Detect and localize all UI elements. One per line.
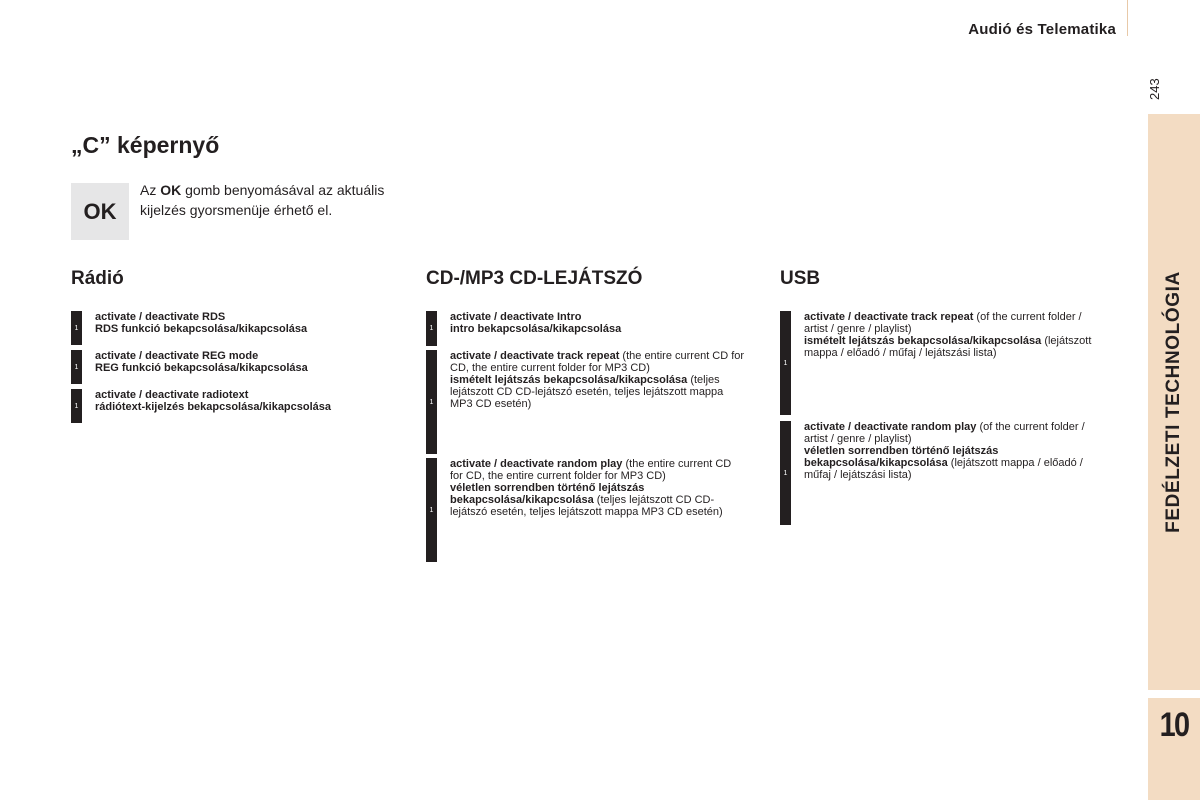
menu-item-hu: intro bekapcsolása/kikapcsolása bbox=[450, 323, 622, 335]
menu-item-number: 1 bbox=[426, 311, 437, 346]
menu-item-hu-detail: (teljes lejátszott CD CD-lejátszó esetén, teljes lejátszott mappa MP3 CD esetén) bbox=[450, 374, 724, 410]
menu-item-number: 1 bbox=[71, 389, 82, 423]
chapter-label-wrap bbox=[1148, 114, 1200, 690]
menu-item-hu: ismételt lejátszás bekapcsolása/kikapcsolása bbox=[450, 374, 688, 386]
menu-item-hu: rádiótext-kijelzés bekapcsolása/kikapcsolása bbox=[95, 401, 332, 413]
cd-title: CD-/MP3 CD-LEJÁTSZÓ bbox=[426, 268, 643, 289]
menu-item-hu: ismételt lejátszás bekapcsolása/kikapcsolása bbox=[804, 335, 1042, 347]
menu-item[interactable] bbox=[426, 458, 746, 562]
menu-item-en-detail: (the entire current CD for CD, the entire current folder for MP3 CD) bbox=[450, 458, 732, 482]
menu-item-en-detail: (of the current folder / artist / genre / playlist) bbox=[804, 421, 1085, 445]
menu-item-en-detail: (of the current folder / artist / genre / playlist) bbox=[804, 311, 1082, 335]
menu-item-en: activate / deactivate random play bbox=[450, 458, 623, 470]
menu-item-number: 1 bbox=[780, 421, 791, 525]
menu-item[interactable] bbox=[71, 350, 391, 384]
menu-item-en: activate / deactivate radiotext bbox=[95, 389, 249, 401]
menu-item-en: activate / deactivate REG mode bbox=[95, 350, 259, 362]
radio-title: Rádió bbox=[71, 268, 124, 289]
menu-item-hu: REG funkció bekapcsolása/kikapcsolása bbox=[95, 362, 308, 374]
header-divider bbox=[1127, 0, 1128, 36]
menu-item-hu-detail: (lejátszott mappa / előadó / műfaj / lejátszási lista) bbox=[804, 335, 1092, 359]
menu-item-en-detail: (the entire current CD for CD, the entire current folder for MP3 CD) bbox=[450, 350, 745, 374]
ok-description bbox=[140, 180, 400, 220]
menu-item-en: activate / deactivate track repeat bbox=[804, 311, 974, 323]
ok-button-icon: OK bbox=[71, 183, 129, 240]
menu-item[interactable] bbox=[71, 389, 391, 423]
menu-item[interactable] bbox=[780, 311, 1100, 415]
menu-item-hu: RDS funkció bekapcsolása/kikapcsolása bbox=[95, 323, 308, 335]
menu-item-number: 1 bbox=[71, 350, 82, 384]
chapter-label: FEDÉLZETI TECHNOLÓGIA bbox=[1163, 271, 1184, 533]
menu-item[interactable] bbox=[71, 311, 391, 345]
menu-item-hu: véletlen sorrendben történő lejátszás bekapcsolása/kikapcsolása bbox=[450, 482, 645, 506]
menu-item-en: activate / deactivate random play bbox=[804, 421, 977, 433]
cd-menu bbox=[426, 311, 746, 562]
menu-item-hu-detail: (teljes lejátszott CD CD-lejátszó esetén, teljes lejátszott mappa MP3 CD esetén) bbox=[450, 494, 723, 518]
menu-item-number: 1 bbox=[426, 350, 437, 454]
ok-text-pre: Az bbox=[140, 182, 161, 198]
usb-menu bbox=[780, 311, 1100, 525]
menu-item-number: 1 bbox=[780, 311, 791, 415]
menu-item[interactable] bbox=[426, 311, 746, 346]
radio-menu bbox=[71, 311, 391, 423]
menu-item-hu-detail: (lejátszott mappa / előadó / műfaj / lejátszási lista) bbox=[804, 457, 1083, 481]
usb-title: USB bbox=[780, 268, 821, 289]
ok-text-bold: OK bbox=[160, 182, 182, 198]
menu-item[interactable] bbox=[426, 350, 746, 454]
header-title: Audió és Telematika bbox=[968, 21, 1116, 38]
menu-item-number: 1 bbox=[71, 311, 82, 345]
menu-item-en: activate / deactivate track repeat bbox=[450, 350, 620, 362]
ok-text-post: gomb benyomásával az aktuális kijelzés gyorsmenüje érhető el. bbox=[140, 182, 385, 218]
screen-title: „C” képernyő bbox=[71, 132, 220, 158]
chapter-number: 10 bbox=[1159, 706, 1189, 744]
menu-item[interactable] bbox=[780, 421, 1100, 525]
menu-item-number: 1 bbox=[426, 458, 437, 562]
page-number: 243 bbox=[1147, 78, 1162, 100]
menu-item-en: activate / deactivate RDS bbox=[95, 311, 226, 323]
menu-item-hu: véletlen sorrendben történő lejátszás bekapcsolása/kikapcsolása bbox=[804, 445, 999, 469]
menu-item-en: activate / deactivate Intro bbox=[450, 311, 582, 323]
